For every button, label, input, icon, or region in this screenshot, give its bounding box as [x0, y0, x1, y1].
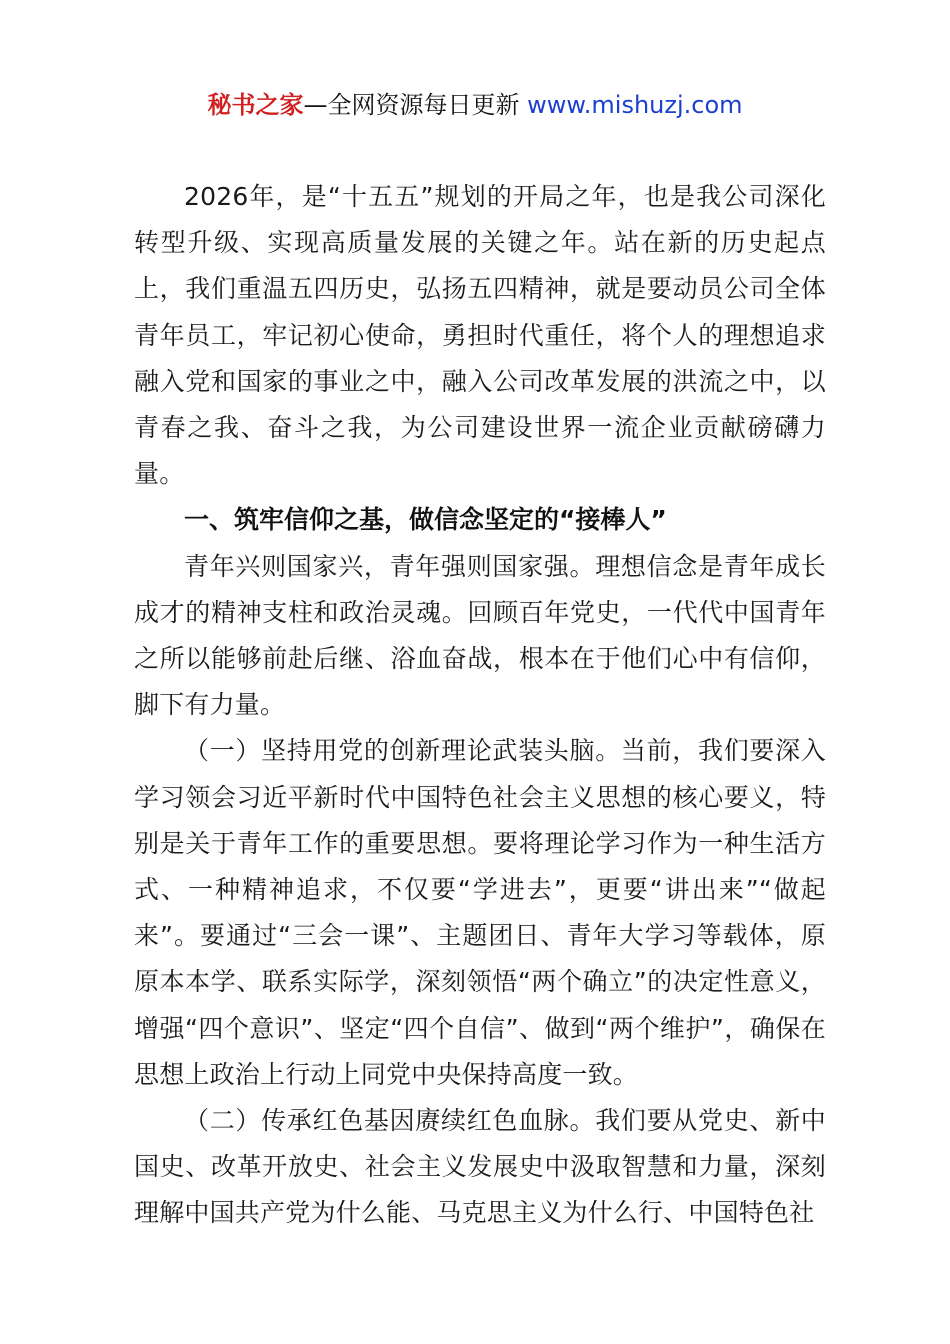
- banner-tagline: —全网资源每日更新: [303, 91, 528, 119]
- document-body: [134, 174, 826, 1237]
- section-heading-1: 一、筑牢信仰之基，做信念坚定的“接棒人”: [184, 505, 667, 535]
- site-url-link[interactable]: www.mishuzj.com: [527, 91, 743, 119]
- brand-name: 秘书之家: [207, 91, 304, 119]
- section-1-paragraph: 青年兴则国家兴，青年强则国家强。理想信念是青年成长成才的精神支柱和政治灵魂。回顾百年党史，一代代中国青年之所以能够前赴后继、浴血奋战，根本在于他们心中有信仰，脚下有力量。: [134, 551, 826, 720]
- site-banner: [0, 88, 950, 122]
- subsection-2-paragraph: （二）传承红色基因赓续红色血脉。我们要从党史、新中国史、改革开放史、社会主义发展史中汲取智慧和力量，深刻理解中国共产党为什么能、马克思主义为什么行、中国特色社: [134, 1106, 826, 1228]
- subsection-1-paragraph: （一）坚持用党的创新理论武装头脑。当前，我们要深入学习领会习近平新时代中国特色社会主义思想的核心要义，特别是关于青年工作的重要思想。要将理论学习作为一种生活方式、一种精神追求，不仅要“学进去”，更要“讲出来”“做起来”。要通过“三会一课”、主题团日、青年大学习等载体，原原本本学、联系实际学，深刻领悟“两个确立”的决定性意义，增强“四个意识”、坚定“四个自信”、做到“两个维护”，确保在思想上政治上行动上同党中央保持高度一致。: [134, 736, 826, 1089]
- intro-paragraph: 2026年，是“十五五”规划的开局之年，也是我公司深化转型升级、实现高质量发展的关键之年。站在新的历史起点上，我们重温五四历史，弘扬五四精神，就是要动员公司全体青年员工，牢记初心使命，勇担时代重任，将个人的理想追求融入党和国家的事业之中，融入公司改革发展的洪流之中，以青春之我、奋斗之我，为公司建设世界一流企业贡献磅礴力量。: [134, 182, 826, 489]
